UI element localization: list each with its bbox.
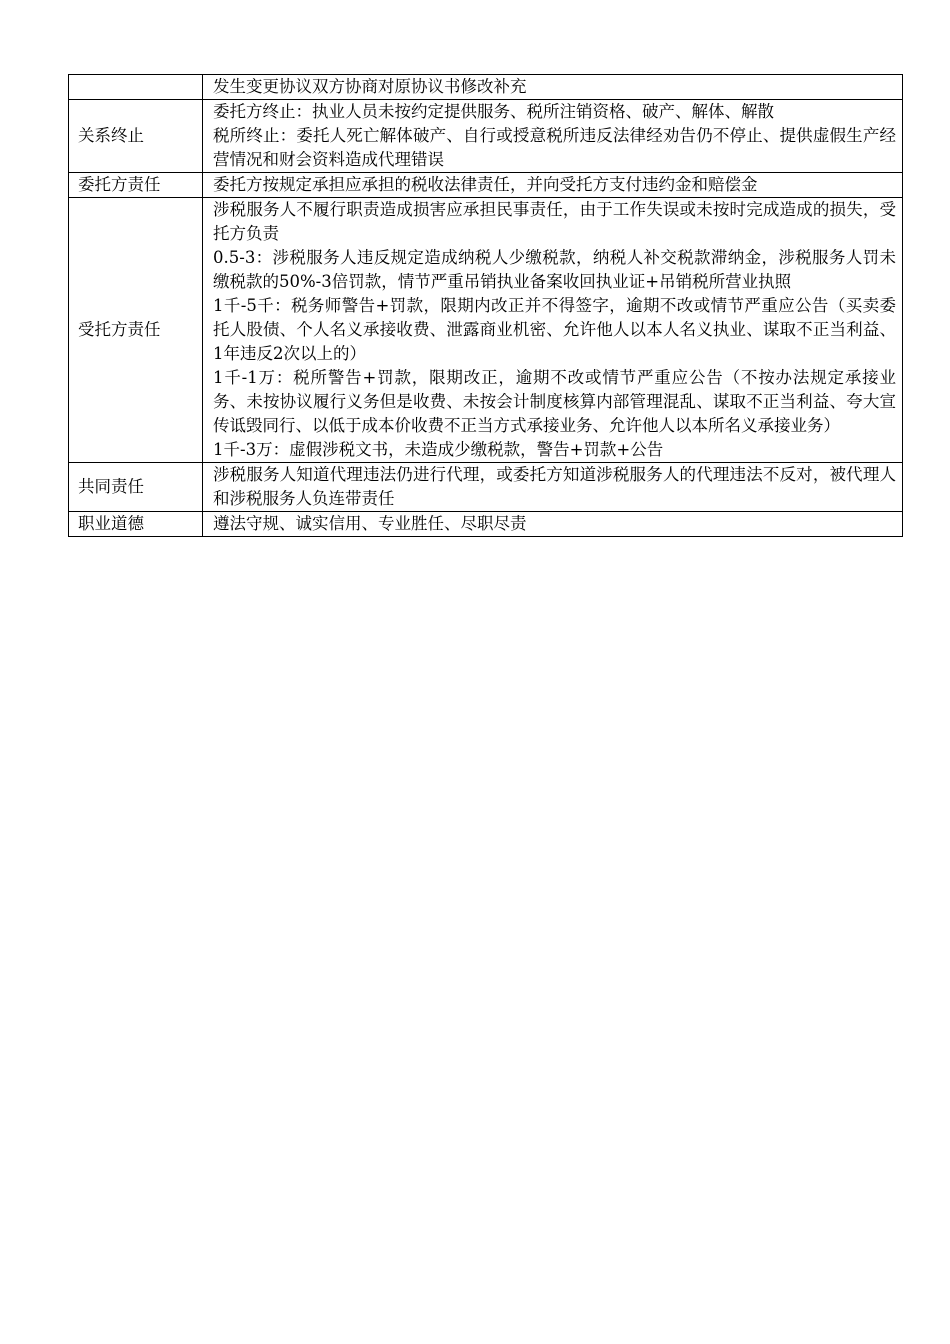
- content-line: 1千-3万：虚假涉税文书，未造成少缴税款，警告+罚款+公告: [213, 440, 664, 459]
- table-row: [69, 463, 903, 512]
- table-row: [69, 198, 903, 463]
- row-label: 受托方责任: [69, 198, 203, 463]
- table-row: [69, 100, 903, 173]
- content-line: 涉税服务人知道代理违法仍进行代理，或委托方知道涉税服务人的代理违法不反对，被代理人和涉税服务人负连带责任: [213, 465, 896, 508]
- row-label: 职业道德: [69, 512, 203, 537]
- row-label: [69, 75, 203, 100]
- row-content: [203, 75, 903, 100]
- content-line: 遵法守规、诚实信用、专业胜任、尽职尽责: [213, 514, 527, 533]
- row-label: 共同责任: [69, 463, 203, 512]
- row-label: 委托方责任: [69, 173, 203, 198]
- content-line: 1千-5千：税务师警告+罚款，限期内改正并不得签字，逾期不改或情节严重应公告（买卖委托人股债、个人名义承接收费、泄露商业机密、允许他人以本人名义执业、谋取不正当利益、1年违反2次以上的）: [213, 296, 896, 363]
- content-line: 委托方按规定承担应承担的税收法律责任，并向受托方支付违约金和赔偿金: [213, 175, 758, 194]
- content-line: 发生变更协议双方协商对原协议书修改补充: [213, 77, 527, 96]
- table-row: [69, 173, 903, 198]
- liability-table: [68, 74, 903, 537]
- content-line: 0.5-3：涉税服务人违反规定造成纳税人少缴税款，纳税人补交税款滞纳金，涉税服务人罚未缴税款的50%-3倍罚款，情节严重吊销执业备案收回执业证+吊销税所营业执照: [213, 248, 896, 291]
- content-line: 涉税服务人不履行职责造成损害应承担民事责任，由于工作失误或未按时完成造成的损失，受托方负责: [213, 200, 896, 243]
- table-row: [69, 512, 903, 537]
- row-label: 关系终止: [69, 100, 203, 173]
- row-content: [203, 463, 903, 512]
- table-row: [69, 75, 903, 100]
- content-line: 委托方终止：执业人员未按约定提供服务、税所注销资格、破产、解体、解散: [213, 102, 774, 121]
- content-line: 1千-1万：税所警告+罚款，限期改正，逾期不改或情节严重应公告（不按办法规定承接业务、未按协议履行义务但是收费、未按会计制度核算内部管理混乱、谋取不正当利益、夸大宣传诋毁同行、以低于成本价收费不正当方式承接业务、允许他人以本所名义承接业务）: [213, 368, 896, 435]
- row-content: [203, 198, 903, 463]
- row-content: [203, 100, 903, 173]
- content-line: 税所终止：委托人死亡解体破产、自行或授意税所违反法律经劝告仍不停止、提供虚假生产经营情况和财会资料造成代理错误: [213, 126, 896, 169]
- row-content: [203, 512, 903, 537]
- row-content: [203, 173, 903, 198]
